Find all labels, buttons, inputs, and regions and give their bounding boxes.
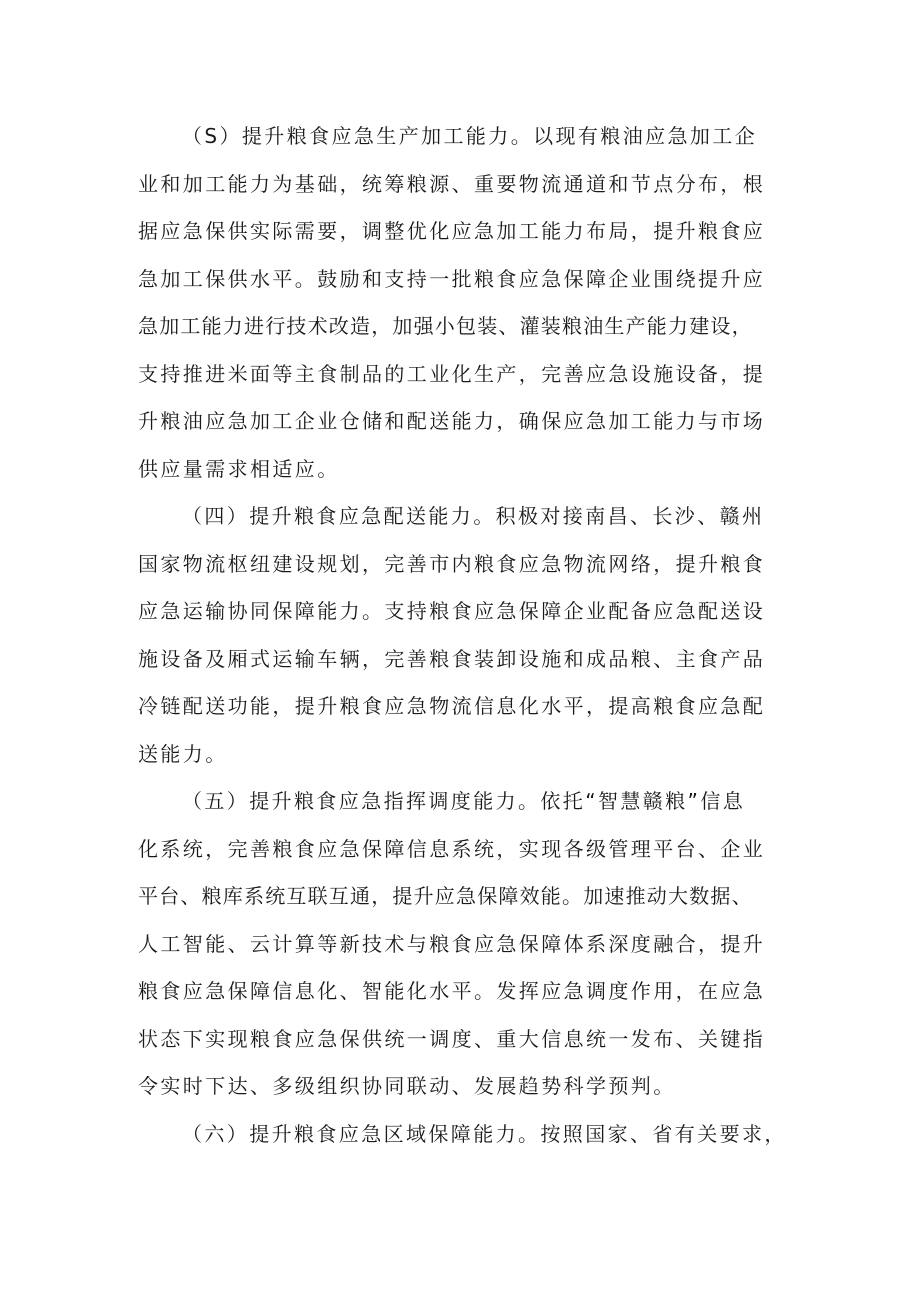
text-line: 供应量需求相适应。 — [138, 456, 340, 481]
text-line: 业和加工能力为基础，统筹粮源、重要物流通道和节点分布，根 — [138, 171, 766, 196]
text-line: 粮食应急保障信息化、智能化水平。发挥应急调度作用，在应急 — [138, 979, 766, 1003]
text-line: （S）提升粮食应急生产加工能力。以现有粮油应急加工企 — [182, 124, 758, 148]
text-line: 据应急保供实际需要，调整优化应急加工能力布局，提升粮食应 — [138, 219, 766, 243]
text-line: 化系统，完善粮食应急保障信息系统，实现各级管理平台、企业 — [138, 836, 766, 861]
paragraph-section-3 — [138, 113, 798, 493]
text-line: 升粮油应急加工企业仓储和配送能力，确保应急加工能力与市场 — [138, 409, 766, 433]
paragraph-section-6 — [138, 1111, 798, 1159]
text-line: 急加工能力进行技术改造，加强小包装、灌装粮油生产能力建设， — [138, 314, 753, 338]
text-line: （五）提升粮食应急指挥调度能力。依托“智慧赣粮”信息 — [182, 789, 746, 813]
text-line: 施设备及厢式运输车辆，完善粮食装卸设施和成品粮、主食产品 — [138, 646, 766, 671]
text-line: 人工智能、云计算等新技术与粮食应急保障体系深度融合，提升 — [138, 931, 766, 956]
text-line: 状态下实现粮食应急保供统一调度、重大信息统一发布、关键指 — [138, 1026, 766, 1051]
text-line: 急加工保供水平。鼓励和支持一批粮食应急保障企业围绕提升应 — [138, 266, 766, 291]
text-line: 平台、粮库系统互联互通，提升应急保障效能。加速推动大数据、 — [138, 884, 753, 908]
text-line: 支持推进米面等主食制品的工业化生产，完善应急设施设备，提 — [138, 361, 766, 386]
text-line: （四）提升粮食应急配送能力。积极对接南昌、长沙、赣州 — [182, 504, 765, 528]
text-line: 令实时下达、多级组织协同联动、发展趋势科学预判。 — [138, 1074, 676, 1098]
body-text — [138, 113, 798, 1158]
text-line: （六）提升粮食应急区域保障能力。按照国家、省有关要求， — [182, 1121, 787, 1146]
text-line: 国家物流枢纽建设规划，完善市内粮食应急物流网络，提升粮食 — [138, 551, 766, 576]
text-line: 送能力。 — [138, 741, 228, 766]
paragraph-section-5 — [138, 778, 798, 1111]
text-line: 应急运输协同保障能力。支持粮食应急保障企业配备应急配送设 — [138, 599, 766, 623]
text-line: 冷链配送功能，提升粮食应急物流信息化水平，提高粮食应急配 — [138, 694, 766, 718]
paragraph-section-4 — [138, 493, 798, 778]
